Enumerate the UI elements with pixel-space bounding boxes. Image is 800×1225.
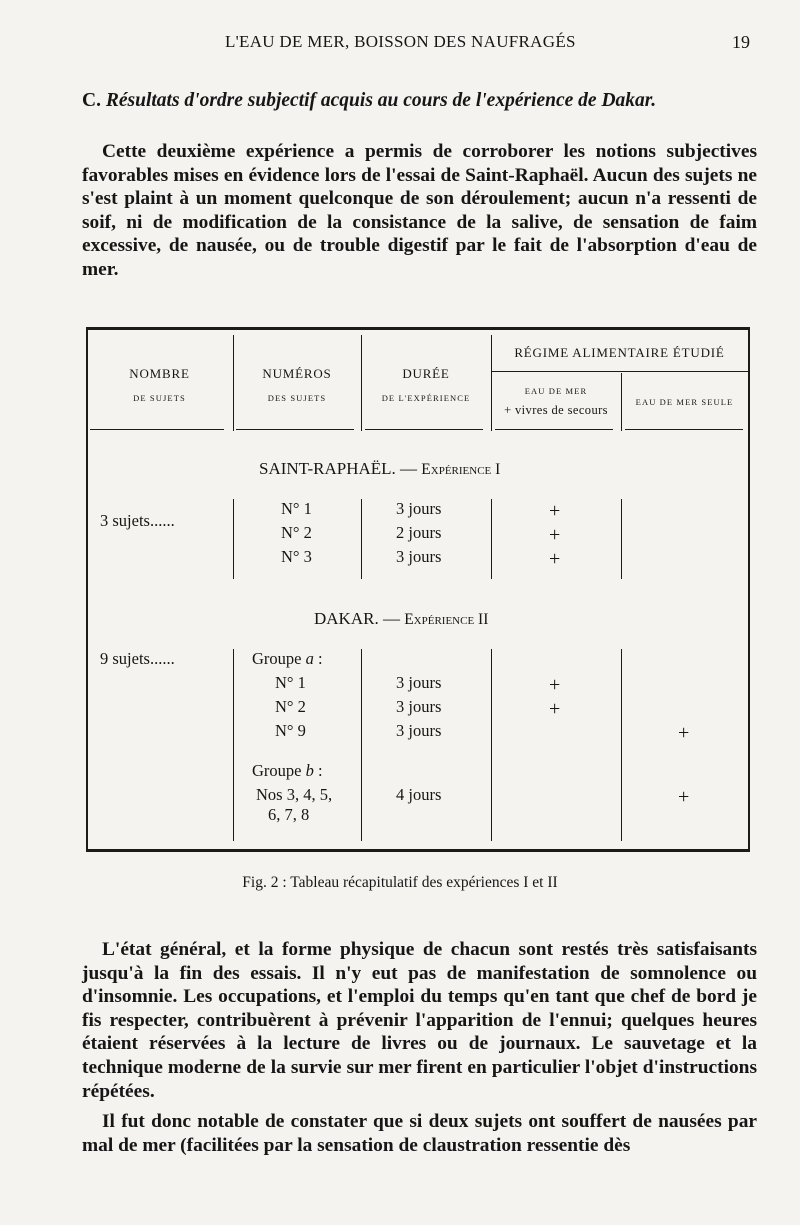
page-number: 19 xyxy=(732,32,750,52)
experience-1-title-sc: Expérience I xyxy=(421,461,501,478)
exp1-col-sep-2 xyxy=(361,499,362,579)
header-rule-2 xyxy=(236,429,354,430)
exp2-row3-seule: + xyxy=(678,722,690,744)
exp1-row2-vivres: + xyxy=(549,524,561,546)
header-eau-vivres-1: EAU DE MER xyxy=(524,386,588,396)
exp2-count-dots: ...... xyxy=(149,649,175,668)
exp1-row3-num: N° 3 xyxy=(281,547,312,566)
group-b-duree: 4 jours xyxy=(396,785,442,804)
group-a-colon: : xyxy=(313,649,323,668)
experience-1-title-main: SAINT-RAPHAËL. — xyxy=(259,459,422,478)
running-head-title: L'EAU DE MER, BOISSON DES NAUFRAGÉS xyxy=(225,32,576,51)
header-regime: RÉGIME ALIMENTAIRE ÉTUDIÉ xyxy=(514,345,725,360)
header-nombre: NOMBRE xyxy=(129,366,190,381)
header-nombre-sub: DE SUJETS xyxy=(133,393,186,403)
header-col-sep-2 xyxy=(361,335,362,431)
table-top-rule xyxy=(86,327,750,330)
experience-2-title-sc: Expérience II xyxy=(404,611,489,628)
exp1-row3-duree: 3 jours xyxy=(396,547,442,566)
table-left-rule xyxy=(86,327,88,852)
exp1-count xyxy=(100,511,175,531)
figure-caption: Fig. 2 : Tableau récapitulatif des expériences I et II xyxy=(242,874,558,891)
header-duree: DURÉE xyxy=(402,366,450,381)
exp2-col-sep-4 xyxy=(621,649,622,841)
exp1-row3-vivres: + xyxy=(549,548,561,570)
running-head xyxy=(0,30,800,60)
exp2-row2-duree: 3 jours xyxy=(396,697,442,716)
exp2-col-sep-2 xyxy=(361,649,362,841)
header-eau-vivres-2: + vivres de secours xyxy=(504,403,608,417)
table-bottom-rule xyxy=(86,849,750,852)
paragraph-3: Il fut donc notable de constater que si deux sujets ont souffert de nausées par mal de mer (facilitées par la sensation de claustration ressentie dès xyxy=(82,1111,757,1156)
experience-1-title xyxy=(259,459,500,479)
exp2-row3-duree: 3 jours xyxy=(396,721,442,740)
exp1-row2-num: N° 2 xyxy=(281,523,312,542)
section-heading xyxy=(82,90,762,112)
group-b-nums-line2: 6, 7, 8 xyxy=(268,805,310,824)
header-eau-seule: EAU DE MER SEULE xyxy=(635,397,734,407)
group-b-label xyxy=(252,761,323,781)
exp1-row1-num: N° 1 xyxy=(281,499,312,518)
header-rule-5 xyxy=(625,429,743,430)
table-right-rule xyxy=(748,327,750,852)
paragraph-2: L'état général, et la forme physique de chacun sont restés très satisfaisants jusqu'à la fin des essais. Il n'y eut pas de manifestation de somnolence ou d'insomnie. Les occupations, et l'emploi du temps qu'en tant que chef de bord je fis respecter, contribuèrent à prévenir l'apparition de l'ennui; quelques heures étaient réservées à la lecture de livres ou de journaux. Le sauvetage et la technique moderne de la survie sur mer firent en particulier l'objet d'instructions répétées. xyxy=(82,939,757,1102)
exp1-col-sep-1 xyxy=(233,499,234,579)
exp2-count xyxy=(100,649,175,669)
summary-table xyxy=(86,327,750,853)
header-rule-1 xyxy=(90,429,224,430)
exp2-row1-vivres: + xyxy=(549,674,561,696)
experience-2-title xyxy=(314,609,488,629)
section-heading-text: Résultats d'ordre subjectif acquis au cours de l'expérience de Dakar. xyxy=(105,90,657,111)
group-b-nums-line1: Nos 3, 4, 5, xyxy=(256,785,333,804)
exp1-row1-vivres: + xyxy=(549,500,561,522)
exp1-col-sep-3 xyxy=(491,499,492,579)
exp1-count-dots: ...... xyxy=(149,511,175,530)
group-b-letter: b xyxy=(305,761,314,780)
group-a-label xyxy=(252,649,323,669)
header-duree-sub: DE L'EXPÉRIENCE xyxy=(381,393,471,403)
header-numeros: NUMÉROS xyxy=(262,366,332,381)
exp2-row2-vivres: + xyxy=(549,698,561,720)
exp2-row1-duree: 3 jours xyxy=(396,673,442,692)
group-b-label-text: Groupe xyxy=(252,761,306,780)
group-b-seule: + xyxy=(678,786,690,808)
paragraph-1: Cette deuxième expérience a permis de corroborer les notions subjectives favorables mises en évidence lors de l'essai de Saint-Raphaël. Aucun des sujets ne s'est plaint à un moment quelconque de son déroulement; aucun n'a ressenti de soif, ni de modification de la consistance de la salive, de sensation de faim excessive, de nausée, ou de trouble digestif par le fait de l'absorption d'eau de mer. xyxy=(82,141,757,280)
exp2-col-sep-1 xyxy=(233,649,234,841)
header-rule-4 xyxy=(495,429,613,430)
section-letter: C. xyxy=(82,90,101,111)
exp1-count-text: 3 sujets xyxy=(100,511,150,530)
exp1-row2-duree: 2 jours xyxy=(396,523,442,542)
exp2-row3-num: N° 9 xyxy=(275,721,306,740)
header-numeros-sub: DES SUJETS xyxy=(267,393,327,403)
experience-2-title-main: DAKAR. — xyxy=(314,609,405,628)
header-col-sep-1 xyxy=(233,335,234,431)
group-b-colon: : xyxy=(313,761,323,780)
exp2-count-text: 9 sujets xyxy=(100,649,150,668)
exp2-row2-num: N° 2 xyxy=(275,697,306,716)
header-rule-3 xyxy=(365,429,483,430)
regime-rule xyxy=(491,371,748,372)
exp1-col-sep-4 xyxy=(621,499,622,579)
group-a-label-text: Groupe xyxy=(252,649,306,668)
exp2-row1-num: N° 1 xyxy=(275,673,306,692)
exp2-col-sep-3 xyxy=(491,649,492,841)
group-a-letter: a xyxy=(305,649,314,668)
exp1-row1-duree: 3 jours xyxy=(396,499,442,518)
